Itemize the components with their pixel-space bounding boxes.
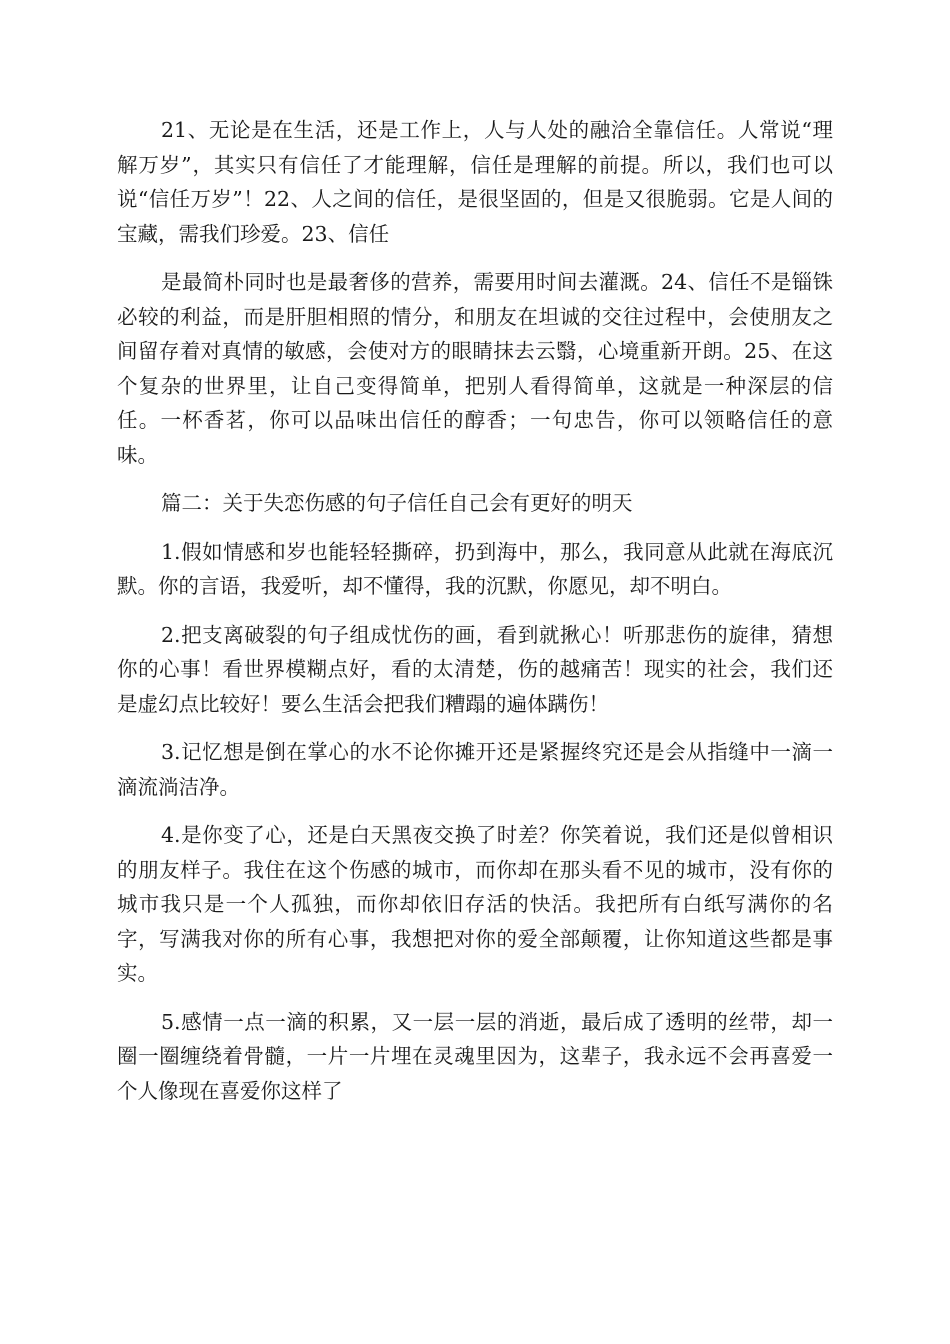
paragraph-item-1: 1.假如情感和岁也能轻轻撕碎，扔到海中，那么，我同意从此就在海底沉默。你的言语，我爱听，却不懂得，我的沉默，你愿见，却不明白。: [117, 539, 833, 598]
paragraph-item-2: 2.把支离破裂的句子组成忧伤的画，看到就揪心！听那悲伤的旋律，猜想你的心事！看世界模糊点好，看的太清楚，伤的越痛苦！现实的社会，我们还是虚幻点比较好！要么生活会把我们糟蹋的遍体蹒伤！: [117, 622, 833, 716]
paragraph-trust-21-23: 21、无论是在生活，还是工作上，人与人处的融洽全靠信任。人常说“理解万岁”，其实只有信任了才能理解，信任是理解的前提。所以，我们也可以说“信任万岁”！22、人之间的信任，是很坚固的，但是又很脆弱。它是人间的宝藏，需我们珍爱。23、信任: [117, 118, 833, 246]
section-heading: 篇二：关于失恋伤感的句子信任自己会有更好的明天: [161, 491, 633, 515]
document-page: [117, 113, 833, 1122]
paragraph-item-4: 4.是你变了心，还是白天黑夜交换了时差？你笑着说，我们还是似曾相识的朋友样子。我住在这个伤感的城市，而你却在那头看不见的城市，没有你的城市我只是一个人孤独，而你却依旧存活的快活。我把所有白纸写满你的名字，写满我对你的所有心事，我想把对你的爱全部颠覆，让你知道这些都是事实。: [117, 823, 833, 985]
paragraph-trust-23-25: 是最简朴同时也是最奢侈的营养，需要用时间去灌溉。24、信任不是锱铢必较的利益，而是肝胆相照的情分，和朋友在坦诚的交往过程中，会使朋友之间留存着对真情的敏感，会使对方的眼睛抹去云翳，心境重新开朗。25、在这个复杂的世界里，让自己变得简单，把别人看得简单，这就是一种深层的信任。一杯香茗，你可以品味出信任的醇香；一句忠告，你可以领略信任的意味。: [117, 270, 833, 467]
paragraph-item-5: 5.感情一点一滴的积累，又一层一层的消逝，最后成了透明的丝带，却一圈一圈缠绕着骨髓，一片一片埋在灵魂里因为，这辈子，我永远不会再喜爱一个人像现在喜爱你这样了: [117, 1009, 833, 1103]
paragraph-item-3: 3.记忆想是倒在掌心的水不论你摊开还是紧握终究还是会从指缝中一滴一滴流淌洁净。: [117, 740, 833, 799]
